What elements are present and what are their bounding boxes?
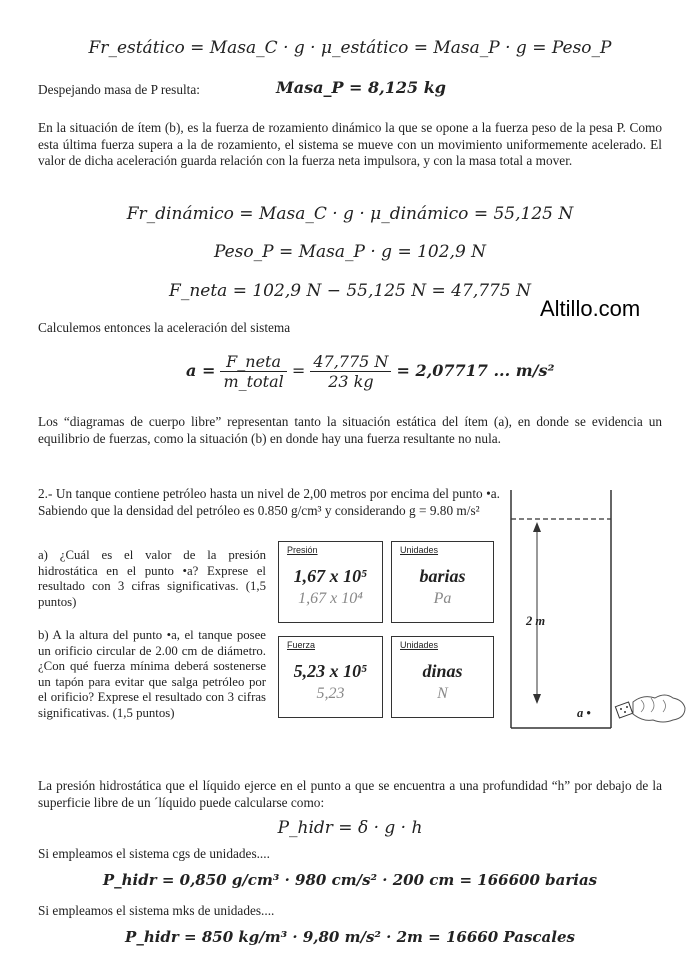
accel-den-symbolic: m_total: [223, 372, 284, 391]
accel-result: = 2,07717 ... m/s²: [396, 361, 555, 380]
answer-box-presion: [278, 541, 383, 623]
acceleration-formula: a = $\frac{\text{F\_neta}}{\text{m\_total}}$ = $\frac{47,775 N}{23 kg}$ = 2,07717 ... m/s²: [186, 352, 555, 391]
calc-label: Calculemos entonces la aceleración del sistema: [38, 320, 291, 335]
tank-diagram: [505, 488, 695, 736]
equation-cgs: P_hidr = 0,850 g/cm³ · 980 cm/s² · 200 cm = 166600 barias: [102, 871, 598, 889]
paragraph-free-body: Los “diagramas de cuerpo libre” representan tanto la situación estática del ítem (a), en donde se evidencia un equilibrio de fuerzas, como la situación (b) en donde hay una fuerza resultante no nula.: [38, 414, 662, 446]
accel-num-symbolic: F_neta: [220, 352, 286, 372]
box-answer-alt: 1,67 x 10⁴: [298, 590, 363, 607]
box-answer: dinas: [422, 661, 463, 681]
box-answer: 1,67 x 10⁵: [293, 566, 368, 586]
accel-lhs: a =: [186, 361, 216, 380]
question-a: a) ¿Cuál es el valor de la presión hidrostática en el punto •a? Exprese el resultado con 3 cifras significativas. (1,5 puntos): [38, 548, 266, 609]
accel-fraction-numeric: [310, 352, 391, 391]
mks-label: Si empleamos el sistema mks de unidades....: [38, 903, 275, 918]
watermark: Altillo.com: [540, 296, 641, 321]
box-header: Unidades: [400, 545, 439, 555]
answer-box-unidades-presion: [391, 541, 494, 623]
tank-point-label: a •: [577, 706, 591, 720]
accel-fraction-symbolic: [220, 352, 286, 391]
problem2-intro: 2.- Un tanque contiene petróleo hasta un nivel de 2,00 metros por encima del punto •a. Sabiendo que la densidad del petróleo es 0.850 g/cm³ y considerando g = 9.80 m/s²: [38, 486, 500, 518]
answer-box-unidades-fuerza: [391, 636, 494, 718]
equation-weight: Peso_P = Masa_P · g = 102,9 N: [213, 242, 487, 262]
equation-mks: P_hidr = 850 kg/m³ · 9,80 m/s² · 2m = 16660 Pascales: [125, 928, 575, 946]
equation-static-friction: Fr_estático = Masa_C · g · μ_estático = Masa_P · g = Peso_P: [88, 38, 612, 58]
box-header: Unidades: [400, 640, 439, 650]
question-b: b) A la altura del punto •a, el tanque posee un orificio circular de 2.00 cm de diámetro. ¿Con qué fuerza mínima deberá sostenerse un tapón para evitar que salga petróleo por el orificio? Exprese el resultado con 3 cifras significativas. (1,5 puntos): [38, 628, 266, 720]
answer-box-fuerza: [278, 636, 383, 718]
equation-net-force: F_neta = 102,9 N − 55,125 N = 47,775 N: [169, 281, 531, 301]
box-answer: barias: [419, 566, 466, 586]
mass-result: Masa_P = 8,125 kg: [276, 78, 446, 97]
paragraph-hydrostatic: La presión hidrostática que el líquido ejerce en el punto a que se encuentra a una profundidad “h” por debajo de la superficie libre de un ´líquido puede calcularse como:: [38, 778, 662, 810]
accel-den-numeric: 23 kg: [328, 372, 374, 391]
box-header: Presión: [287, 545, 318, 555]
tank-height-label: 2 m: [526, 614, 546, 628]
accel-num-numeric: 47,775 N: [310, 352, 391, 372]
equation-dynamic-friction: Fr_dinámico = Masa_C · g · μ_dinámico = 55,125 N: [126, 204, 574, 224]
box-answer-alt: N: [437, 685, 448, 702]
cgs-label: Si empleamos el sistema cgs de unidades....: [38, 846, 270, 861]
paragraph-dynamic-friction: En la situación de ítem (b), es la fuerza de rozamiento dinámico la que se opone a la fuerza peso de la pesa P. Como esta última fuerza supera a la de rozamiento, el sistema se mueve con un movimiento uniformemente acelerado. El valor de dicha aceleración guarda relación con la fuerza neta impulsora, y con la masa total a mover.: [38, 120, 662, 168]
equation-hydrostatic-pressure: P_hidr = δ · g · h: [277, 818, 423, 838]
box-header: Fuerza: [287, 640, 316, 650]
box-answer: 5,23 x 10⁵: [293, 661, 368, 681]
despejando-label: Despejando masa de P resulta:: [38, 82, 200, 97]
box-answer-alt: Pa: [433, 590, 452, 607]
box-answer-alt: 5,23: [316, 685, 345, 702]
